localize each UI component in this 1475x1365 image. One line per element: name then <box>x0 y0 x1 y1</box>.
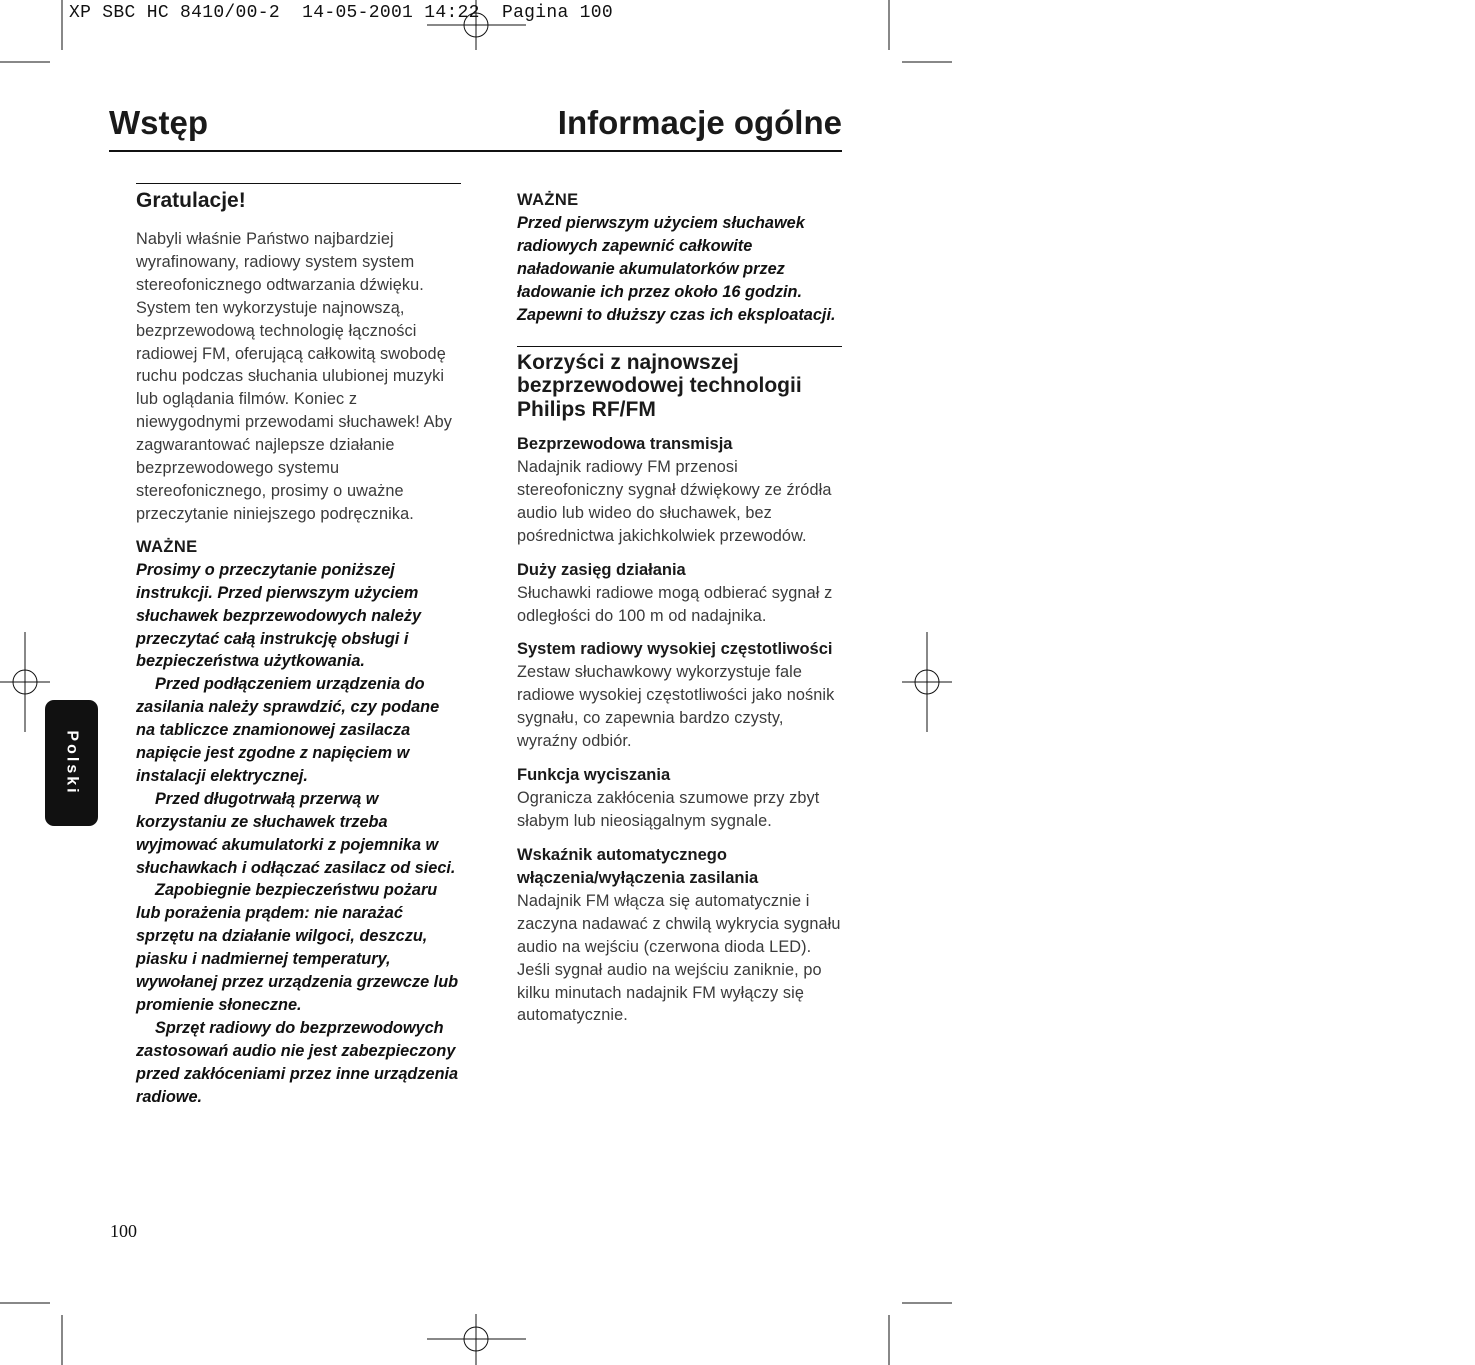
right-column <box>517 189 842 1027</box>
registration-mark-left <box>0 632 50 732</box>
feature-title: Bezprzewodowa transmisja <box>517 435 733 454</box>
important-note: Przed długotrwałą przerwą w korzystaniu ze słuchawek trzeba wyjmować akumulatorki z pojemnika w słuchawkach i odłączać zasilacz od sieci. <box>136 789 456 877</box>
feature-text: Zestaw słuchawkowy wykorzystuje fale radiowe wysokiej częstotliwości jako nośnik sygnału, co zapewnia bardzo czysty, wyraźny odbiór. <box>517 663 835 751</box>
feature-text: Nadajnik radiowy FM przenosi stereofoniczny sygnał dźwiękowy ze źródła audio lub wideo do słuchawek, bez pośrednictwa jakichkolwiek przewodów. <box>517 458 832 545</box>
feature-item <box>517 638 842 753</box>
page-number: 100 <box>110 1221 137 1241</box>
important-note: Sprzęt radiowy do bezprzewodowych zastosowań audio nie jest zabezpieczony przed zakłóceniami przez inne urządzenia radiowe. <box>136 1018 459 1106</box>
feature-item <box>517 433 842 548</box>
feature-text: Ogranicza zakłócenia szumowe przy zbyt słabym lub nieosiągalnym sygnale. <box>517 789 820 830</box>
benefits-heading: Korzyści z najnowszej bezprzewodowej technologii Philips RF/FM <box>517 350 802 421</box>
feature-item <box>517 764 842 833</box>
important-label: WAŻNE <box>517 191 579 209</box>
language-tab <box>45 700 98 826</box>
feature-item <box>517 844 842 1027</box>
feature-title: System radiowy wysokiej częstotliwości <box>517 640 833 659</box>
important-note: Przed podłączeniem urządzenia do zasilania należy sprawdzić, czy podane na tabliczce znamionowej zasilacza napięcie jest zgodne z napięciem w instalacji elektrycznej. <box>136 675 440 785</box>
language-tab-label: Polski <box>63 730 81 796</box>
registration-mark-right <box>902 632 952 732</box>
feature-list <box>517 433 842 1027</box>
printer-slug: XP SBC HC 8410/00-2 14-05-2001 14:22 Pagina 100 <box>69 3 613 23</box>
header-rule <box>109 150 842 152</box>
page-title-right: Informacje ogólne <box>557 104 842 141</box>
registration-mark-top <box>427 0 526 50</box>
feature-title: Funkcja wyciszania <box>517 766 671 785</box>
section-rule <box>517 346 842 347</box>
important-note: Prosimy o przeczytanie poniższej instrukcji. Przed pierwszym użyciem słuchawek bezprzewodowych należy przeczytać całą instrukcję obsługi i bezpieczeństwa użytkowania. <box>136 560 422 671</box>
registration-mark-bottom <box>427 1314 526 1365</box>
important-notes <box>136 559 461 1109</box>
page-title-left: Wstęp <box>109 104 208 141</box>
intro-paragraph: Nabyli właśnie Państwo najbardziej wyrafinowany, radiowy system system stereofonicznego odtwarzania dźwięku. System ten wykorzystuje najnowszą, bezprzewodową technologię łączności radiowej FM, oferującą całkowitą swobodę ruchu podczas słuchania ulubionej muzyki lub oglądania filmów. Koniec z niewygodnymi przewodami słuchawek! Aby zagwarantować najlepsze działanie bezprzewodowego systemu stereofonicznego, prosimy o uważne przeczytanie niniejszego podręcznika. <box>136 230 453 523</box>
left-column <box>136 183 461 1109</box>
feature-title: Duży zasięg działania <box>517 560 686 579</box>
feature-text: Nadajnik FM włącza się automatycznie i zaczyna nadawać z chwilą wykrycia sygnału audio na wejściu (czerwona dioda LED). Jeśli sygnał audio na wejściu zaniknie, po kilku minutach nadajnik FM wyłączy się automatycznie. <box>517 891 841 1025</box>
congratulations-heading: Gratulacje! <box>136 189 246 212</box>
important-note: Zapobiegnie bezpieczeństwu pożaru lub porażenia prądem: nie narażać sprzętu na działanie wilgoci, deszczu, piasku i nadmiernej temperatury, wywołanej przez urządzenia grzewcze lub promienie słoneczne. <box>136 881 459 1014</box>
feature-title: Wskaźnik automatycznego włączenia/wyłączenia zasilania <box>517 845 759 887</box>
important-label: WAŻNE <box>136 537 198 556</box>
feature-text: Słuchawki radiowe mogą odbierać sygnał z odległości do 100 m od nadajnika. <box>517 583 833 625</box>
feature-item <box>517 559 842 628</box>
section-rule <box>136 183 461 184</box>
charging-note: Przed pierwszym użyciem słuchawek radiowych zapewnić całkowite naładowanie akumulatorków przez ładowanie ich przez około 16 godzin. Zapewni to dłuższy czas ich eksploatacji. <box>517 214 836 324</box>
